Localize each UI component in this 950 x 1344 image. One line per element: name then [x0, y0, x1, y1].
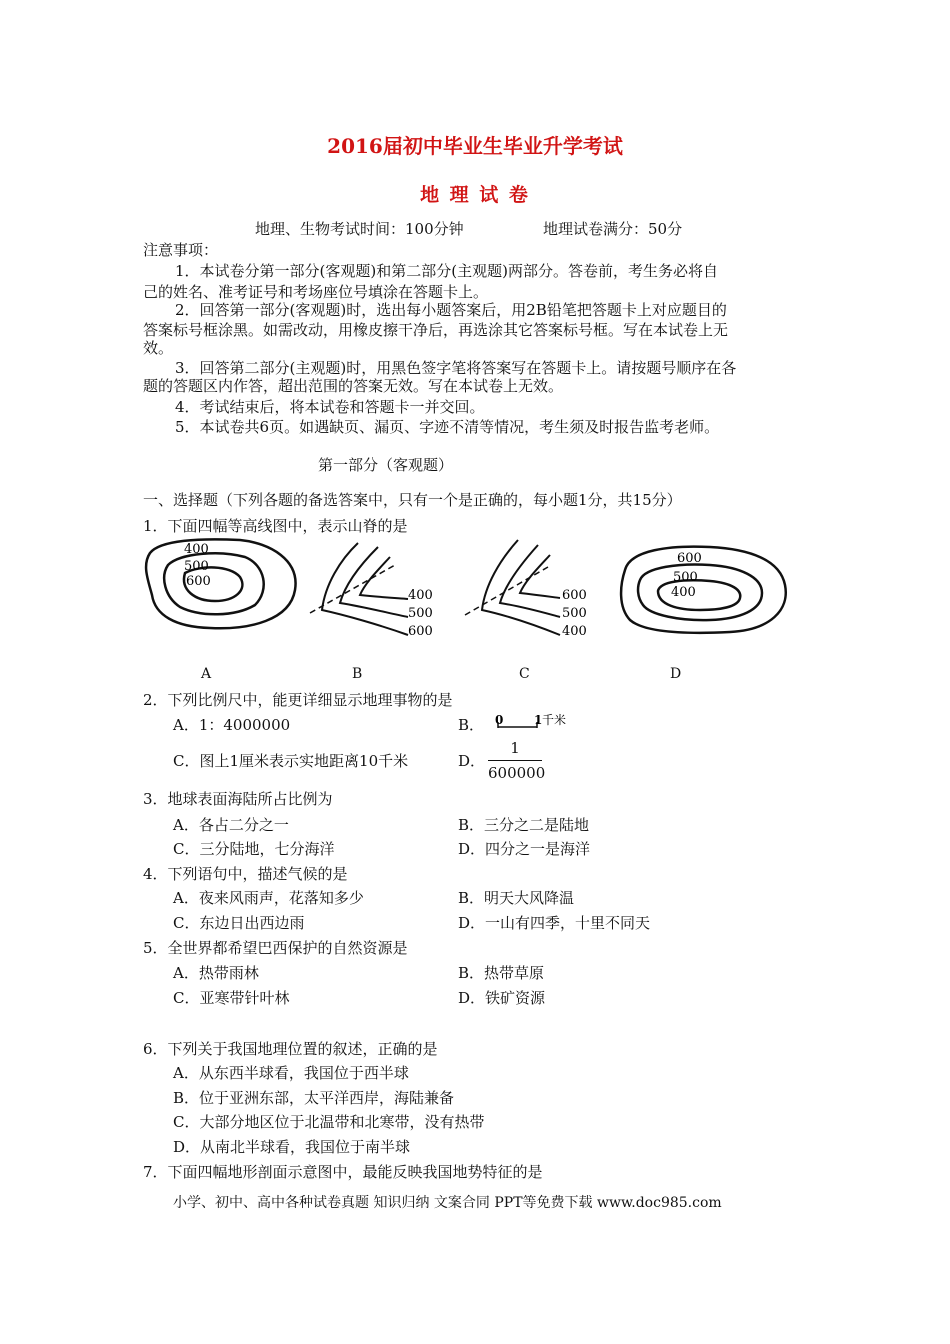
scale-bar-figure: [495, 712, 575, 734]
contour-figure-b: [310, 543, 433, 639]
contour-label: 500: [673, 570, 698, 585]
q5-option-d: D．铁矿资源: [458, 989, 546, 1007]
q6-option-c: C．大部分地区位于北温带和北寒带，没有热带: [173, 1113, 485, 1131]
part1-heading: 第一部分（客观题）: [318, 456, 454, 474]
q4-option-b: B．明天大风降温: [458, 889, 575, 907]
q5-option-b: B．热带草原: [458, 964, 545, 982]
contour-label: 600: [408, 624, 433, 639]
q2-option-c: C．图上1厘米表示实地距离10千米: [173, 752, 409, 770]
q2-option-d: D．: [458, 752, 486, 770]
scale-unit: 千米: [542, 713, 567, 727]
contour-label: 500: [562, 606, 587, 621]
contour-figures: [140, 535, 820, 650]
figure-label-a: A: [201, 666, 212, 682]
q3-option-b: B．三分之二是陆地: [458, 816, 590, 834]
q6-option-d: D．从南北半球看，我国位于南半球: [173, 1138, 411, 1156]
q3-option-c: C．三分陆地，七分海洋: [173, 840, 335, 858]
q2-option-b: B．: [458, 716, 485, 734]
q5-option-c: C．亚寒带针叶林: [173, 989, 290, 1007]
fraction-bar: [488, 760, 542, 761]
q2-option-a: A．1：4000000: [173, 716, 291, 734]
contour-label: 400: [671, 585, 696, 600]
fraction-denominator: 600000: [488, 764, 546, 782]
notice-heading: 注意事项：: [143, 241, 219, 259]
q5-stem: 5．全世界都希望巴西保护的自然资源是: [143, 939, 408, 957]
section-heading: 一、选择题（下列各题的备选答案中，只有一个是正确的，每小题1分，共15分）: [143, 491, 682, 509]
contour-label: 400: [562, 624, 587, 639]
notice-line: 2．回答第一部分(客观题)时，选出每小题答案后，用2B铅笔把答题卡上对应题目的: [175, 301, 727, 319]
score-info: 地理试卷满分：50分: [543, 220, 683, 238]
notice-line: 己的姓名、准考证号和考场座位号填涂在答题卡上。: [143, 283, 489, 301]
time-info: 地理、生物考试时间：100分钟: [255, 220, 464, 238]
figure-label-d: D: [670, 666, 682, 682]
notice-line: 答案标号框涂黑。如需改动，用橡皮擦干净后，再选涂其它答案标号框。写在本试卷上无: [143, 321, 729, 339]
q2-stem: 2．下列比例尺中，能更详细显示地理事物的是: [143, 691, 453, 709]
contour-label: 400: [184, 542, 209, 557]
contour-label: 600: [562, 588, 587, 603]
contour-label: 400: [408, 588, 433, 603]
notice-line: 题的答题区内作答，超出范围的答案无效。写在本试卷上无效。: [143, 377, 564, 395]
q3-option-d: D．四分之一是海洋: [458, 840, 591, 858]
contour-figure-c: [465, 540, 587, 639]
q4-option-c: C．东边日出西边雨: [173, 914, 305, 932]
q6-option-a: A．从东西半球看，我国位于西半球: [173, 1064, 409, 1082]
notice-line: 3．回答第二部分(主观题)时，用黑色签字笔将答案写在答题卡上。请按题号顺序在各: [175, 359, 737, 377]
q5-option-a: A．热带雨林: [173, 964, 259, 982]
q1-stem: 1．下面四幅等高线图中，表示山脊的是: [143, 517, 408, 535]
notice-line: 5．本试卷共6页。如遇缺页、漏页、字迹不清等情况，考生须及时报告监考老师。: [175, 418, 720, 436]
figure-label-c: C: [519, 666, 530, 682]
q4-stem: 4．下列语句中，描述气候的是: [143, 865, 348, 883]
figure-label-b: B: [352, 666, 363, 682]
contour-figure-a: [146, 539, 295, 628]
q6-stem: 6．下列关于我国地理位置的叙述，正确的是: [143, 1040, 438, 1058]
q3-stem: 3．地球表面海陆所占比例为: [143, 790, 333, 808]
scale-zero: 0: [495, 713, 504, 727]
q4-option-d: D．一山有四季，十里不同天: [458, 914, 651, 932]
q6-option-b: B．位于亚洲东部，太平洋西岸，海陆兼备: [173, 1089, 455, 1107]
q7-stem: 7．下面四幅地形剖面示意图中，最能反映我国地势特征的是: [143, 1163, 543, 1181]
fraction-scale: [488, 738, 546, 783]
notice-line: 1．本试卷分第一部分(客观题)和第二部分(主观题)两部分。答卷前，考生务必将自: [175, 262, 718, 280]
notice-line: 效。: [143, 339, 174, 357]
contour-label: 500: [408, 606, 433, 621]
contour-label: 600: [186, 574, 211, 589]
contour-figure-d: [621, 547, 786, 633]
page-footer: 小学、初中、高中各种试卷真题 知识归纳 文案合同 PPT等免费下载 www.doc985.com: [173, 1195, 722, 1211]
scale-one: 1: [534, 713, 543, 727]
q3-option-a: A．各占二分之一: [173, 816, 289, 834]
contour-label: 500: [184, 559, 209, 574]
notice-line: 4．考试结束后，将本试卷和答题卡一并交回。: [175, 398, 485, 416]
subject-title: 地 理 试 卷: [420, 184, 530, 206]
exam-title: 2016届初中毕业生毕业升学考试: [327, 134, 623, 158]
q4-option-a: A．夜来风雨声，花落知多少: [173, 889, 364, 907]
contour-label: 600: [677, 551, 702, 566]
fraction-numerator: 1: [510, 739, 520, 757]
